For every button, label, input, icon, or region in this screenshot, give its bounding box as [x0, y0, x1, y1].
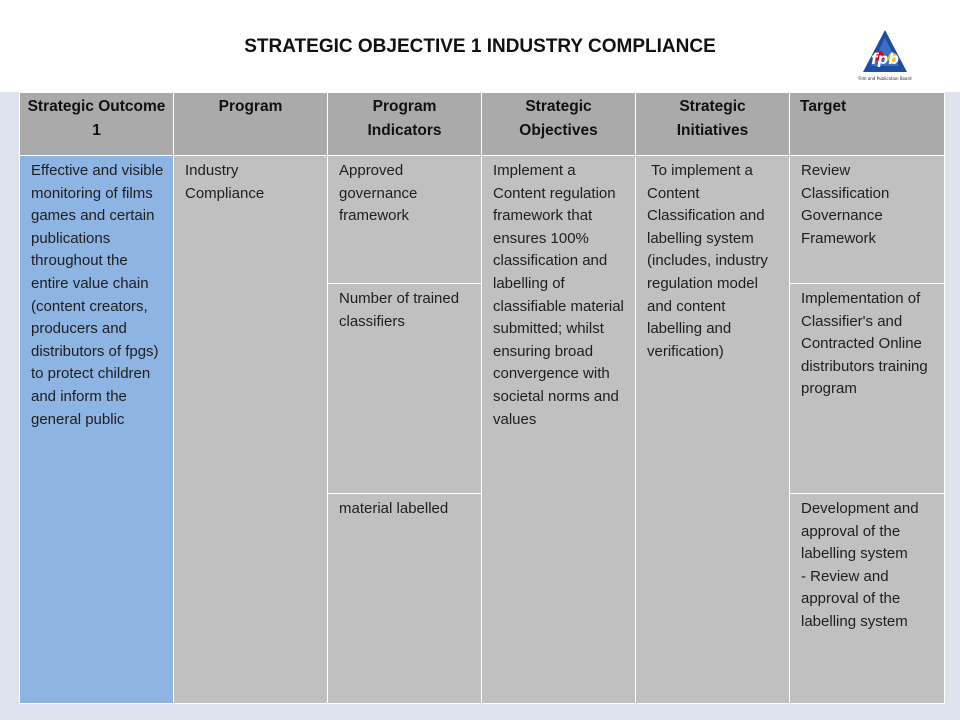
indicator-cell: material labelled	[328, 494, 482, 704]
fpb-logo	[855, 28, 915, 84]
outcome-cell: Effective and visible monitoring of films games and certain publications throughout the entire value chain (content creators, producers and distributors of fpgs) to protect children and inform the general public	[20, 156, 174, 704]
strategy-table	[19, 92, 945, 704]
program-cell: Industry Compliance	[174, 156, 328, 704]
indicator-cell: Approved governance framework	[328, 156, 482, 284]
target-cell	[790, 494, 945, 704]
header-target: Target	[790, 93, 945, 156]
table-row	[20, 156, 945, 284]
header-initiatives: Strategic Initiatives	[636, 93, 790, 156]
slide-title: STRATEGIC OBJECTIVE 1 INDUSTRY COMPLIANCE	[244, 36, 716, 57]
header-indicators: Program Indicators	[328, 93, 482, 156]
target-cell: Review Classification Governance Framework	[790, 156, 945, 284]
indicator-cell: Number of trained classifiers	[328, 284, 482, 494]
header-program: Program	[174, 93, 328, 156]
logo-letters: fpb	[870, 50, 900, 68]
target-line: Development and approval of the labelling system	[801, 500, 919, 563]
target-cell: Implementation of Classifier's and Contracted Online distributors training program	[790, 284, 945, 494]
header-objectives: Strategic Objectives	[482, 93, 636, 156]
initiative-cell: To implement a Content Classification and labelling system (includes, industry regulation model and content labelling and verification)	[636, 156, 790, 704]
header-outcome: Strategic Outcome 1	[20, 93, 174, 156]
target-line: - Review and approval of the labelling system	[801, 567, 908, 630]
objective-cell: Implement a Content regulation framework that ensures 100% classification and labelling of classifiable material submitted; whilst ensuring broad convergence with societal norms and values	[482, 156, 636, 704]
header-row	[20, 93, 945, 156]
logo-caption: Film and Publication Board	[858, 76, 912, 81]
